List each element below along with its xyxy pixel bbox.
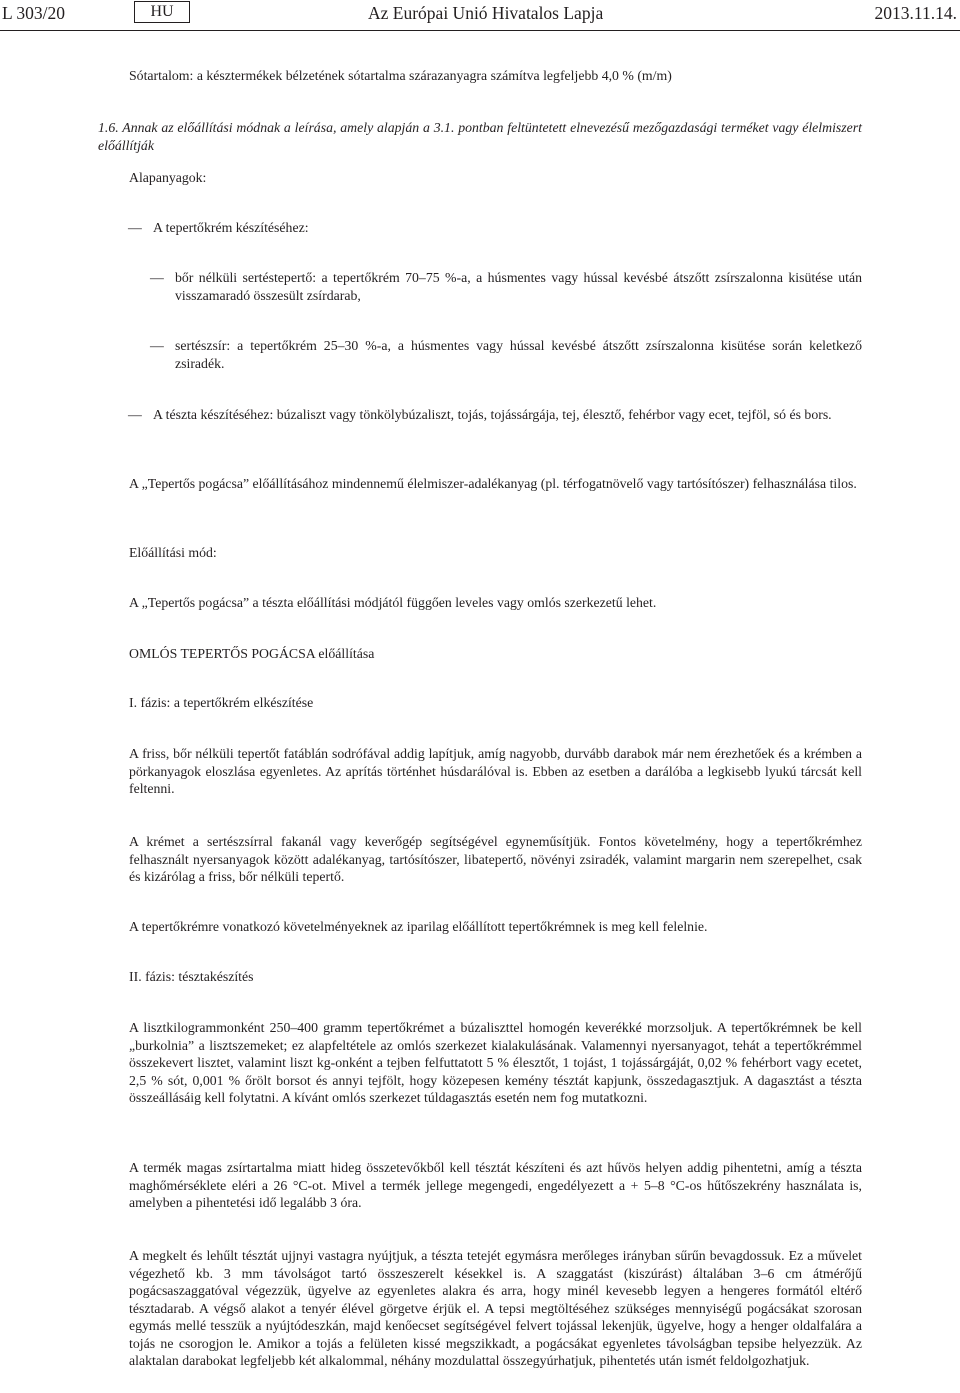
phase-heading: I. fázis: a tepertőkrém elkészítése: [129, 695, 314, 710]
publication-date: 2013.11.14.: [874, 3, 957, 23]
production-method-label: Előállítási mód:: [129, 545, 217, 560]
page-header: [0, 0, 960, 28]
paragraph: A krémet a sertészsírral fakanál vagy keverőgép segítségével egyneműsítjük. Fontos követelmény, hogy a tepertőkrémhez felhasznált nyersanyagok között adalékanyag, tartósítószer, libatepertő, növényi zsiradék, valamint margarin nem szerepelhet, csak és kizárólag a friss, bőr nélküli tepertő.: [129, 834, 862, 884]
paragraph: A friss, bőr nélküli tepertőt fatáblán sodrófával addig lapítjuk, amíg nagyobb, durvább darabok már nem érezhetőek és a krémben a pörkanyagok eloszlása egyenletes. Az aprítás történhet húsdarálóval is. Ebben az esetben a darálóba a legkisebb lyukú tárcsát kell feltenni.: [129, 746, 862, 796]
list-item: — A tepertőkrém készítéséhez:: [153, 219, 862, 237]
subheading: OMLÓS TEPERTŐS POGÁCSA előállítása: [129, 646, 375, 661]
header-rule: [0, 30, 960, 31]
page-reference: L 303/20: [2, 3, 66, 23]
list-item: — A tészta készítéséhez: búzaliszt vagy tönkölybúzaliszt, tojás, tojássárgája, tej, élesztő, fehérbor vagy ecet, tejföl, só és bors.: [153, 406, 862, 424]
paragraph: A termék magas zsírtartalma miatt hideg összetevőkből kell tésztát készíteni és azt hűvös helyen addig pihentetni, amíg a tészta maghőmérséklete eléri a 26 °C-ot. Mivel a termék jellege megengedi, engedélyezett a + 5–8 °C-os hűtőszekrény használata is, amelyben a pihentetési idő legalább 3 óra.: [129, 1160, 862, 1210]
paragraph: A megkelt és lehűlt tésztát ujjnyi vastagra nyújtjuk, a tészta tetejét egymásra merőleges irányban sűrűn bevagdossuk. Ez a művelet végezhető kb. 3 mm távolságot tartó összeszerelt késekkel is. A szaggatást (kiszúrást) általában 3–6 cm átmérőjű pogácsaszaggatóval végezzük, ügyelve az egyenletes alakra és arra, hogy minél kevesebb legyen a hengeres formától eltérő tésztadarab. A végső alakot a tenyér élével görgetve érjük el. A tepsi megtöltéséhez szükséges mennyiségű pogácsákat szorosan egymás mellé tesszük a nyújtódeszkán, majd kenőecset segítségével felvert tojással lekenjük, ügyelve, hogy a henger oldalfalára a tojás ne csorogjon le. Amikor a tojás a felületen kissé megszikkadt, a pogácsákat egyenletes távolságban tepsibe helyezzük. Az alaktalan darabokat legfeljebb két alkalommal, néhány mozdulattal összegyúrhatjuk, pihentetés után ismét feldolgozhatjuk.: [129, 1248, 862, 1368]
raw-materials-label: Alapanyagok:: [129, 170, 207, 185]
additives-paragraph: A „Tepertős pogácsa” előállításához mindennemű élelmiszer-adalékanyag (pl. térfogatnövelő vagy tartósítószer) felhasználása tilos.: [129, 476, 857, 491]
paragraph: A tepertőkrémre vonatkozó követelményeknek az iparilag előállított tepertőkrémnek is meg kell felelnie.: [129, 919, 708, 934]
salt-content-paragraph: Sótartalom: a késztermékek bélzetének sótartalma szárazanyagra számítva legfeljebb 4,0 % (m/m): [129, 68, 672, 83]
list-item: — bőr nélküli sertéstepertő: a tepertőkrém 70–75 %-a, a húsmentes vagy hússal kevésbé átszőtt zsírszalonna kisütése után visszamaradó összesült zsírdarab,: [175, 269, 862, 304]
phase-heading: II. fázis: tésztakészítés: [129, 969, 254, 984]
journal-title: Az Európai Unió Hivatalos Lapja: [368, 3, 604, 23]
paragraph: A lisztkilogrammonként 250–400 gramm tepertőkrémet a búzaliszttel homogén keverékké morzsoljuk. A tepertőkrémnek be kell „burkolnia” a lisztszemeket; ez alapfeltétele az omlós szerkezet kialakulásának. Valamennyi nyersanyagot, tehát a tepertőkrémmel összekevert lisztet, valamint liszt kg-onként a tejben felfuttatott 5 % élesztőt, 1 tojást, 1 tojássárgáját, 0,02 % fehérbort vagy ecetet, 2,5 % sót, 0,001 % őrölt borsot és annyi tejfölt, hogy közepesen kemény tésztát kapjunk, összedagasztjuk. A dagasztást a tészta összeállásáig kell folytatni. A kívánt omlós szerkezet túldagasztás esetén nem fog mutatkozni.: [129, 1020, 862, 1105]
language-badge: HU: [134, 1, 190, 23]
list-item: — sertészsír: a tepertőkrém 25–30 %-a, a húsmentes vagy hússal kevésbé átszőtt zsírszalonna kisütése során keletkező zsiradék.: [175, 337, 862, 372]
section-heading-1-6: 1.6. Annak az előállítási módnak a leírása, amely alapján a 3.1. pontban feltüntetett elnevezésű mezőgazdasági terméket vagy élelmiszert előállítják: [98, 120, 862, 153]
paragraph: A „Tepertős pogácsa” a tészta előállítási módjától függően leveles vagy omlós szerkezetű lehet.: [129, 595, 657, 610]
